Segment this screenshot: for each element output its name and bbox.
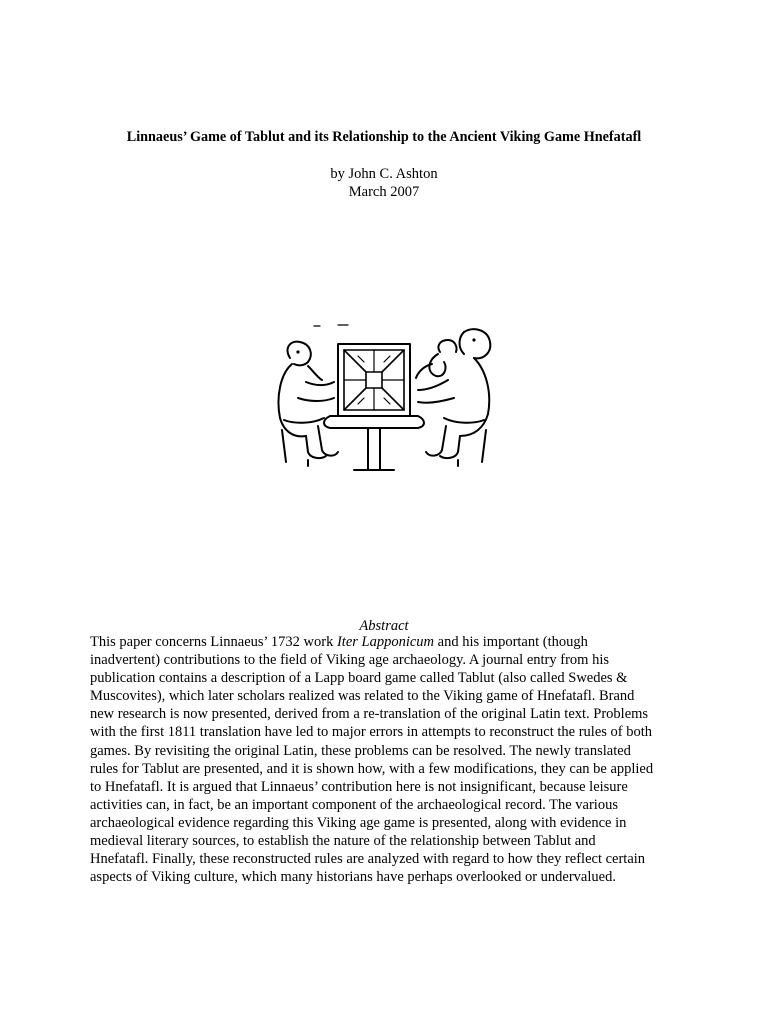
abstract-line: with the first 1811 translation have led to major errors in attempts to reconstruct the rules of both: [90, 724, 653, 741]
document-title: Linnaeus’ Game of Tablut and its Relationship to the Ancient Viking Game Hnefatafl: [126, 129, 642, 145]
abstract-line: inadvertent) contributions to the field of Viking age archaeology. A journal entry from his: [90, 652, 609, 669]
abstract-line-text: and his important (though: [434, 634, 588, 650]
abstract-line: medieval literary sources, to establish the nature of the relationship between Tablut and: [90, 833, 596, 850]
abstract-line: publication contains a description of a Lapp board game called Tablut (also called Swedes &: [90, 670, 628, 687]
abstract-line: new research is now presented, derived from a re-translation of the original Latin text. Problems: [90, 706, 649, 723]
abstract-line: to Hnefatafl. It is argued that Linnaeus’ contribution here is not insignificant, because leisure: [90, 778, 628, 795]
abstract-line: archaeological evidence regarding this Viking age game is presented, along with evidence in: [90, 814, 627, 831]
author-line: by John C. Ashton: [330, 166, 438, 182]
abstract-line: activities can, in fact, be an important component of the archaeological record. The various: [90, 796, 618, 813]
abstract-line: Muscovites), which later scholars realized was related to the Viking game of Hnefatafl. Brand: [90, 688, 635, 705]
abstract-line: rules for Tablut are presented, and it is shown how, with a few modifications, they can be applied: [90, 760, 654, 777]
abstract-line: Hnefatafl. Finally, these reconstructed rules are analyzed with regard to how they reflect certain: [90, 851, 646, 868]
abstract-line: [90, 633, 690, 651]
work-title-italic: Iter Lapponicum: [336, 634, 435, 650]
abstract-line-text: This paper concerns Linnaeus’ 1732 work: [90, 634, 337, 650]
abstract-body: [90, 633, 690, 886]
date-line: March 2007: [348, 184, 420, 200]
abstract-line: games. By revisiting the original Latin, these problems can be resolved. The newly translated: [90, 742, 631, 759]
abstract-heading: Abstract: [359, 618, 409, 634]
byline: [0, 165, 768, 201]
abstract-line: aspects of Viking culture, which many historians have perhaps overlooked or undervalued.: [90, 869, 616, 886]
two-players-tafl-board-drawing-icon: [268, 320, 500, 480]
